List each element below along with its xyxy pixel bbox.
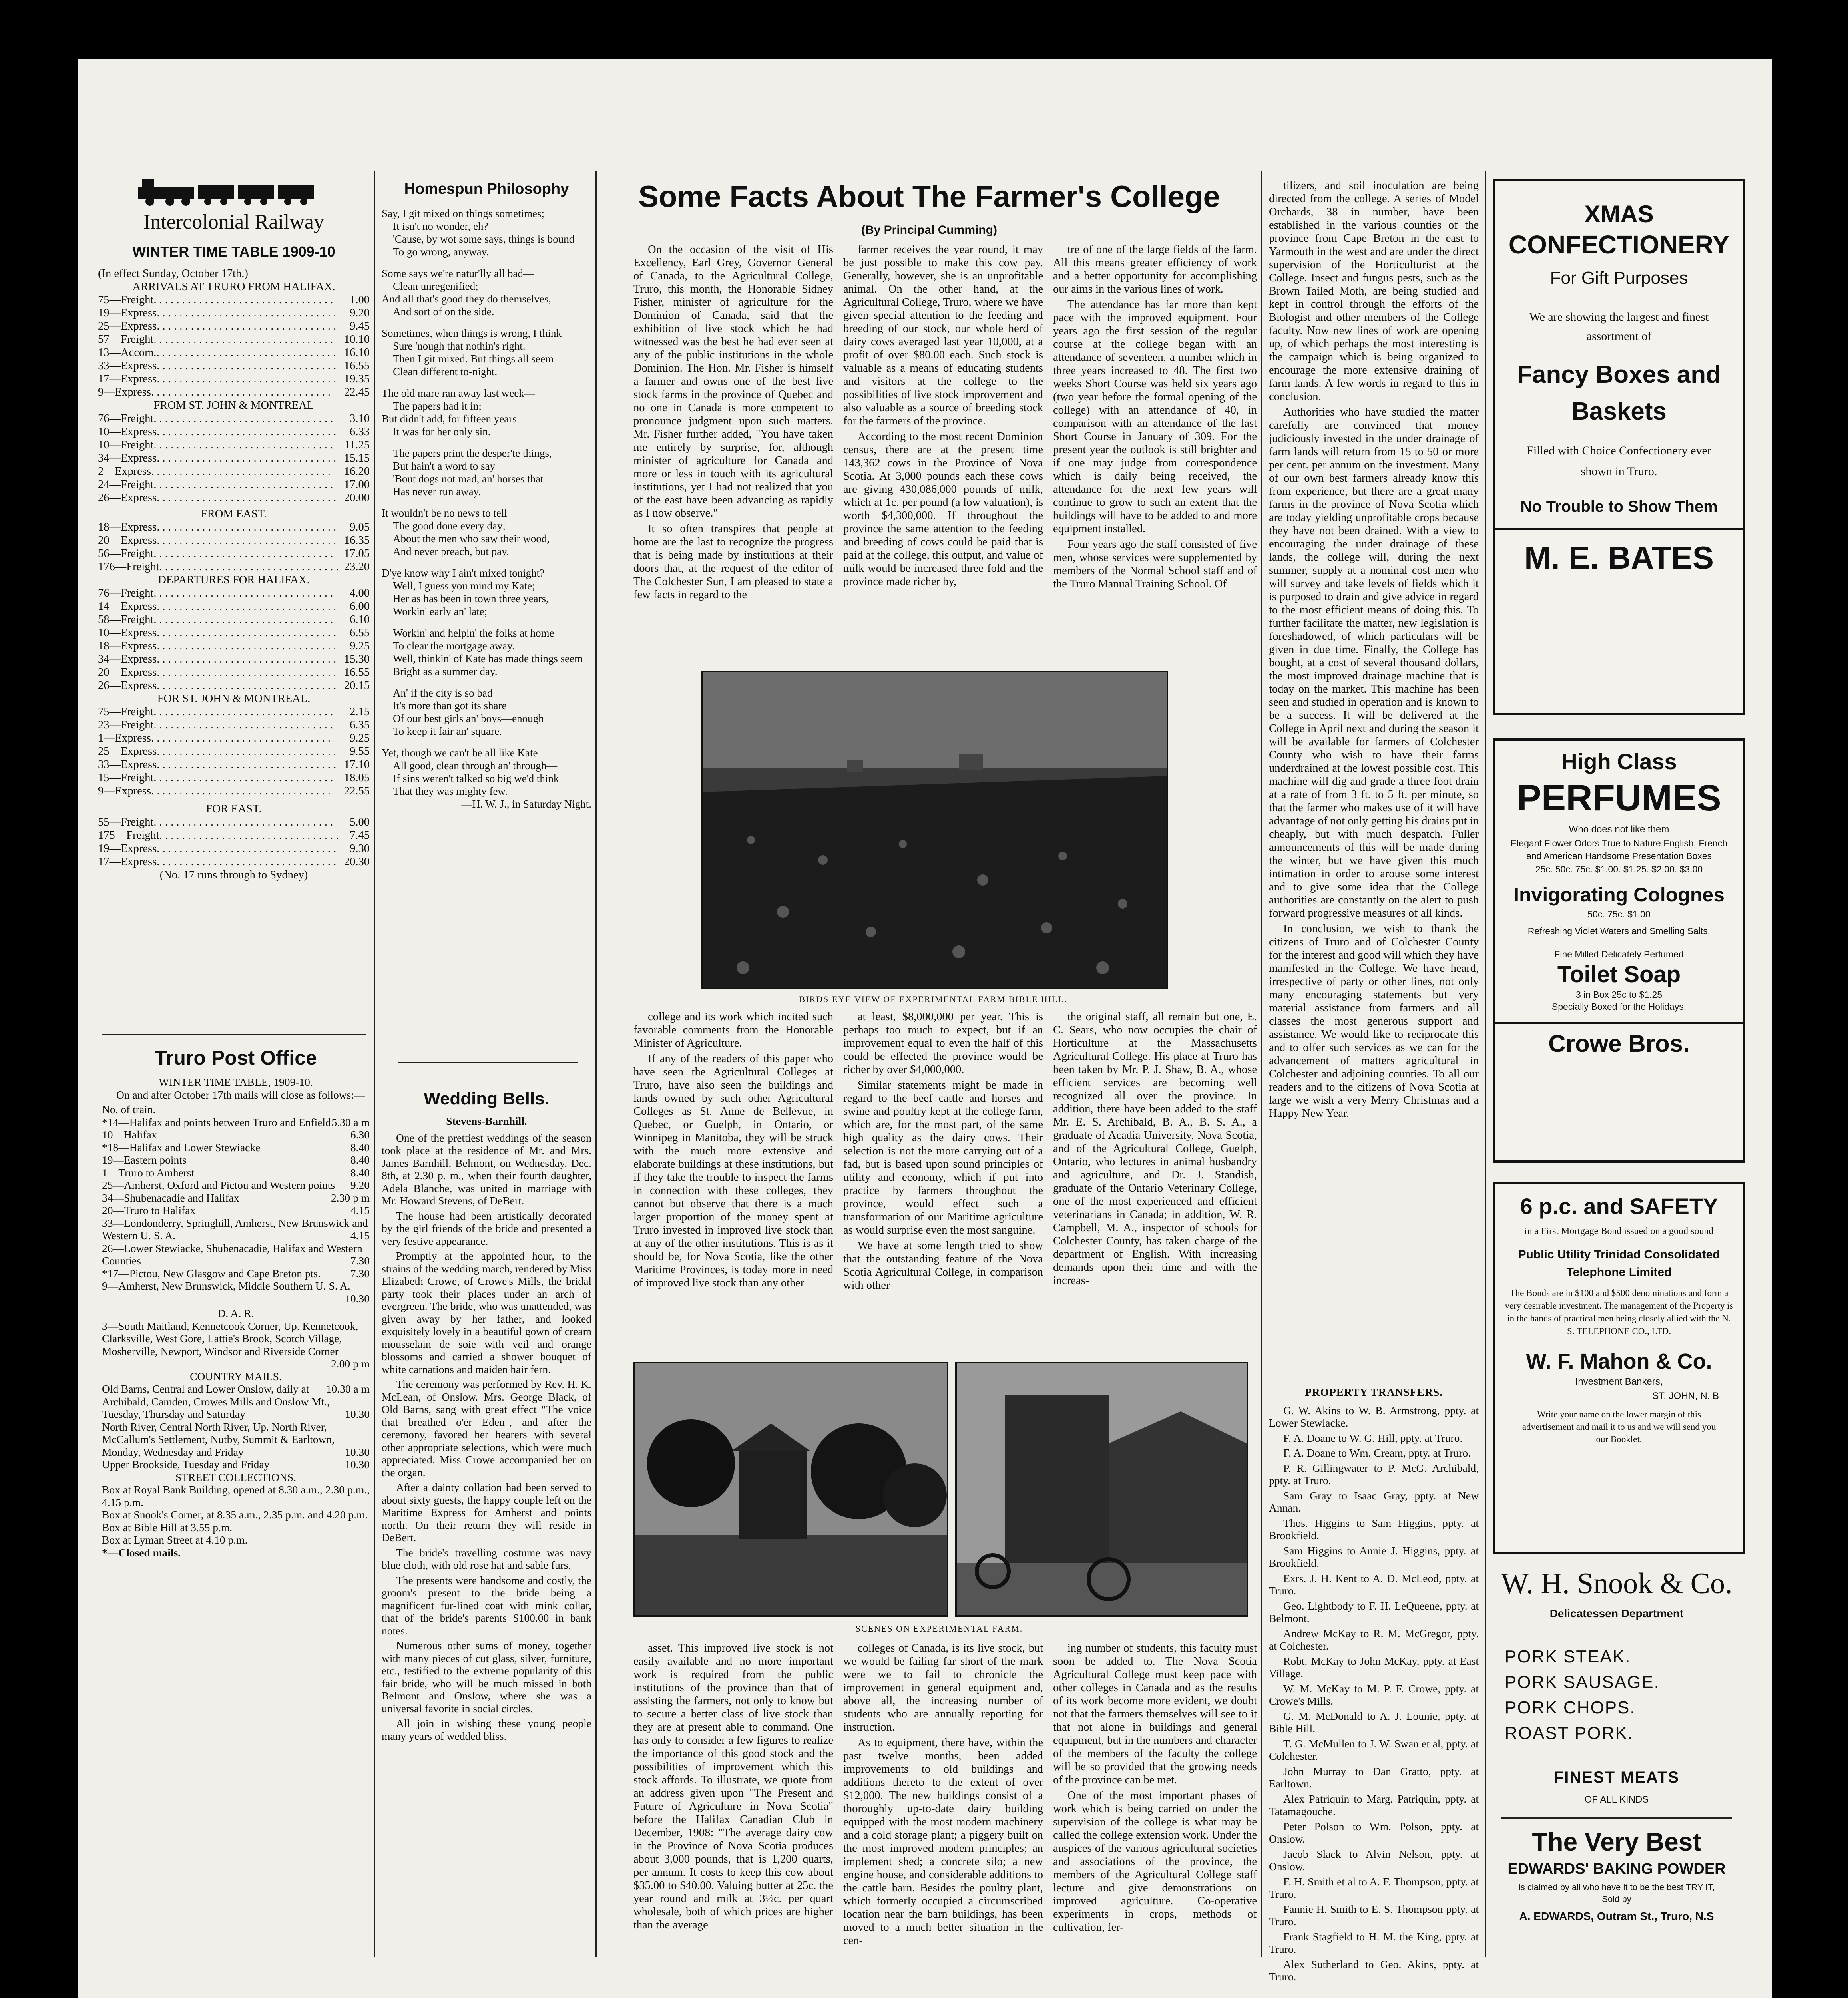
dar-heading: D. A. R. <box>217 1307 254 1319</box>
paragraph: Authorities who have studied the matter carefully are convinced that money judiciously invested in the under drainage of farm lands will return from 15 to 50 or more per cent. per annum on the investment. Many of our own best farmers already know this from experience, but there are a great many farms in the province of Nova Scotia which are today yielding unprofitable crops because they have not been drained. With a view to encouraging the under drainage of these lands, the college will, during the next summer, supply at a nominal cost men who will survey and take levels of fields which it is purposed to drain and give advice in regard to the most efficient means of doing this. To further facilitate the matter, new legislation is foreshadowed, of which particulars will be given in due time. Finally, the College has bought, at a cost of several thousand dollars, the most improved drainage machine that is today on the market. This machine has been seen and studied in operation and is known to be a success. It will be delivered at the College in April next and during the season it will be available for farmers of Colchester County who wish to have their farms underdrained at the lowest possible cost. This machine will dig and grade a three foot drain at a rate of from 3 ft. to 5 ft. per minute, so that the farmer who makes use of it will have advantage of not only getting his drains put in cheaply, but with much despatch. Fuller announcements of this will be made during the winter, but we have given this much intimation in order to arouse some interest and to give some idea that the College authorities are constantly on the alert to push forward progressive measures of all kinds. <box>1269 406 1479 919</box>
post-timetable: WINTER TIME TABLE, 1909-10. <box>159 1076 313 1088</box>
college-col-1 <box>633 243 833 710</box>
paragraph: On the occasion of the visit of His Excellency, Earl Grey, Governor General of Canada, to the Agricultural College, Truro, this month, the Honorable Sidney Fisher, minister of agriculture for the Dominion of Canada, said that the exhibition of live stock which he had witnessed was the best he had ever seen at any of the public institutions in the whole Dominion. The Hon. Mr. Fisher is himself a farmer and owns one of the best live stock farms in the province of Quebec and no one in Canada is more competent to pronounce judgment upon such matters. Mr. Fisher further added, "You have taken me entirely by surprise, for, although minister of agriculture for Canada and more or less in touch with its agricultural institutions, yet I had not realized that you of the east have been advancing as rapidly as I now observe." <box>633 243 833 519</box>
poem-line: Some says we're natur'lly all bad— <box>382 267 534 279</box>
college-mid-col-1 <box>633 1010 833 1386</box>
poem-line: To clear the mortgage away. <box>393 640 515 652</box>
timetable-row: 15—Freight . . . . . . . . . . . . . . . . . . . . . . . . . . . . . . . . 18.05 <box>98 772 370 784</box>
paragraph: According to the most recent Dominion census, there are at the present time 143,362 cows in the Province of Nova Scotia. At 3,000 pounds each these cows are giving 430,086,000 pounds of milk, which at 1c. per pound (a low valuation), is worth $4,300,000. If throughout the province the same attention to the feeding and breeding of cows could be paid that is paid at the college, this output, and value of milk would be increased three fold and the province made richer by, <box>843 430 1043 588</box>
mail-row: Old Barns, Central and Lower Onslow, daily at 10.30 a m <box>102 1383 370 1395</box>
railway-title: Intercolonial Railway <box>143 211 324 233</box>
timetable-row: 17—Express . . . . . . . . . . . . . . . . . . . . . . . . . . . . . . . . 19.35 <box>98 373 370 385</box>
poem-line <box>382 258 591 267</box>
poem-line: To keep it fair an' square. <box>393 725 502 737</box>
paragraph: Sam Gray to Isaac Gray, ppty. at New Annan. <box>1269 1489 1479 1514</box>
wedding-section <box>382 1082 591 1961</box>
college-right-col <box>1269 179 1479 1378</box>
poem-line <box>382 678 591 687</box>
paragraph: The house had been artistically decorated by the girl friends of the bride and presented a very festive appearance. <box>382 1209 591 1247</box>
farm-scene-photo-left <box>633 1362 948 1617</box>
poem-line: Clean unregenified; <box>393 280 478 292</box>
paragraph: college and its work which incited such favorable comments from the Honorable Minister of Agriculture. <box>633 1011 833 1049</box>
poem-title: Homespun Philosophy <box>404 181 569 197</box>
perfumes-top: High Class <box>1561 749 1677 774</box>
paragraph: P. R. Gillingwater to P. McG. Archibald, ppty. at Truro. <box>1269 1461 1479 1487</box>
poem-lines <box>382 207 591 810</box>
paragraph: colleges of Canada, is its live stock, but we would be failing far short of the mark were we to fail to chronicle the improvement in general equipment and, above all, the increasing number of students who are annually reporting for instruction. <box>843 1642 1043 1733</box>
timetable-row: 75—Freight . . . . . . . . . . . . . . . . . . . . . . . . . . . . . . . . 2.15 <box>98 706 370 718</box>
safety-l3: The Bonds are in $100 and $500 denominations and form a very desirable investment. The management of the Property is in the hands of practical men being closely allied with the N. S. TELEPHONE CO., LTD. <box>1505 1288 1733 1336</box>
paragraph: The bride's travelling costume was navy blue cloth, with old rose hat and sable furs. <box>382 1546 591 1571</box>
perfumes-ad <box>1493 738 1745 1163</box>
paragraph: One of the most important phases of work which is being carried on under the supervision of the college is what may be called the college extension work. Under the auspices of the various agricultural societies and associations of the province, the members of the Agricultural College staff lecture and give demonstrations on improved agriculture. Co-operative experiments in crops, methods of cultivation, fer- <box>1053 1789 1257 1934</box>
edwards-l1: is claimed by all who have it to be the best TRY IT, Sold by <box>1518 1882 1715 1904</box>
paragraph: If any of the readers of this paper who have seen the Agricultural Colleges at Truro, have also seen the buildings and lands owned by such other Agricultural Colleges as St. Anne de Bellevue, in Quebec, or Guelph, in Ontario, or Winnipeg in Manitoba, they will be struck with the much more extensive and elaborate buildings at these institutions, but if they take the trouble to inspect the farms in connection with these colleges, they cannot but observe that there is a much larger proportion of the money spent at Truro invested in improved live stock than at any of the other institutions. This is as it should be, for Nova Scotia, like the other Maritime Provinces, is today more in need of improved live stock than any other <box>633 1053 833 1289</box>
post-office-title: Truro Post Office <box>155 1047 317 1069</box>
timetable-row: 56—Freight . . . . . . . . . . . . . . . . . . . . . . . . . . . . . . . . 17.05 <box>98 547 370 560</box>
college-byline: (By Principal Cumming) <box>861 223 998 237</box>
column-rule <box>1485 171 1486 1957</box>
mail-row: 33—Londonderry, Springhill, Amherst, New Brunswick and Western U. S. A. 4.15 <box>102 1216 370 1242</box>
safety-l2: Public Utility Trinidad Consolidated Telephone Limited <box>1518 1248 1720 1279</box>
poem-line: —H. W. J., in Saturday Night. <box>461 798 591 810</box>
poem-section <box>382 179 591 1146</box>
poem-line: Then I git mixed. But things all seem <box>393 353 554 365</box>
paragraph: T. G. McMullen to J. W. Swan et al, ppty. at Colchester. <box>1269 1737 1479 1762</box>
list-item: Box at Bible Hill at 3.55 p.m. <box>102 1521 233 1534</box>
poem-line: If sins weren't talked so big we'd think <box>393 772 559 784</box>
poem-line: Has never run away. <box>393 486 481 498</box>
paragraph: The attendance has far more than kept pace with the improved equipment. Four years ago the first session of the regular course at the college began with an attendance of seventeen, a number which in three years increased to 48. The first two weeks Short Course was held six years ago (two year before the formal opening of the college) with an attendance of 40, in comparison with an attendance of the last Short Course in January of 309. For the present year the outlook is still brighter and if one may judge from correspondence which is daily being received, the attendance for the next few years will continue to grow to such an extent that the buildings will have to be added to and more equipment installed. <box>1053 299 1257 535</box>
poem-line <box>382 318 591 327</box>
stjohn-heading: FROM ST. JOHN & MONTREAL <box>153 399 314 412</box>
mail-row: 3—South Maitland, Kennetcook Corner, Up. Kennetcook, Clarksville, West Gore, Lattie's Brook, Scotch Village, Mosherville, Newport, Windsor and Riverside Corner 2.00 p m <box>102 1319 370 1370</box>
paragraph: Andrew McKay to R. M. McGregor, ppty. at Colchester. <box>1269 1627 1479 1652</box>
snook-ad <box>1493 1566 1740 1813</box>
timetable-row: 33—Express . . . . . . . . . . . . . . . . . . . . . . . . . . . . . . . . 16.55 <box>98 360 370 372</box>
poem-line: Say, I git mixed on things sometimes; <box>382 207 544 219</box>
timetable-row: 10—Freight . . . . . . . . . . . . . . . . . . . . . . . . . . . . . . . . 11.25 <box>98 439 370 451</box>
timetable-row: 19—Express . . . . . . . . . . . . . . . . . . . . . . . . . . . . . . . . 9.20 <box>98 307 370 319</box>
newspaper-page <box>78 59 1772 1998</box>
photo2-caption: SCENES ON EXPERIMENTAL FARM. <box>855 1624 1023 1634</box>
mails-list <box>102 1116 370 1305</box>
column-rule <box>595 171 597 1957</box>
mail-row: Upper Brookside, Tuesday and Friday 10.30 <box>102 1458 370 1471</box>
poem-line: Well, I guess you mind my Kate; <box>393 580 535 592</box>
poem-line: Clean different to-night. <box>393 366 498 378</box>
perfumes-prices1: 25c. 50c. 75c. $1.00. $1.25. $2.00. $3.00 <box>1535 864 1703 874</box>
mail-row: 20—Truro to Halifax 4.15 <box>102 1204 370 1216</box>
paragraph: Promptly at the appointed hour, to the strains of the wedding march, rendered by Miss Elizabeth Crowe, of Crowe's Mills, the bridal party took their places under an arch of evergreen. The bride, who was unattended, was given away by her father, and looked exquisitely lovely in a beautiful gown of cream mousselain de soie with veil and orange blossoms and carried a shower bouquet of white carnations and maiden hair fern. <box>382 1250 591 1375</box>
list-item: Box at Royal Bank Building, opened at 8.30 a.m., 2.30 p.m., 4.15 p.m. <box>102 1483 370 1508</box>
timetable-row: 34—Express . . . . . . . . . . . . . . . . . . . . . . . . . . . . . . . . 15.15 <box>98 452 370 464</box>
xmas-text2: Filled with Choice Confectionery ever shown in Truro. <box>1527 444 1711 478</box>
poem-line <box>382 378 591 387</box>
wedding-title: Wedding Bells. <box>424 1089 550 1108</box>
departures-list <box>98 587 370 692</box>
mail-row: 9—Amherst, New Brunswick, Middle Southern U. S. A. 10.30 <box>102 1280 370 1305</box>
transfers-section <box>1269 1386 1479 1983</box>
divider <box>1501 1817 1732 1819</box>
college-mid-col-3 <box>1053 1010 1257 1386</box>
paragraph: Fannie H. Smith to E. S. Thompson ppty. at Truro. <box>1269 1902 1479 1928</box>
college-mid-col-2 <box>843 1010 1043 1386</box>
mail-row: 26—Lower Stewiacke, Shubenacadie, Halifax and Western Counties 7.30 <box>102 1242 370 1267</box>
list-item: Box at Lyman Street at 4.10 p.m. <box>102 1534 248 1546</box>
paragraph: Numerous other sums of money, together with many pieces of cut glass, silver, furniture, etc., testified to the extreme popularity of this fair bride, who will be much missed in both Belmont and Onslow, where she was a universal favorite in social circles. <box>382 1639 591 1715</box>
timetable-row: 176—Freight . . . . . . . . . . . . . . . . . . . . . . . . . . . . . . . . 23.20 <box>98 561 370 573</box>
snook-dept: Delicatessen Department <box>1549 1607 1684 1620</box>
xmas-ad <box>1493 179 1745 715</box>
timetable-row: 17—Express . . . . . . . . . . . . . . . . . . . . . . . . . . . . . . . . 20.30 <box>98 856 370 868</box>
timetable-row: 26—Express . . . . . . . . . . . . . . . . . . . . . . . . . . . . . . . . 20.15 <box>98 679 370 692</box>
paragraph: As to equipment, there have, within the past twelve months, been added improvements to old buildings and additions thereto to the extent of over $12,000. The new buildings consist of a thoroughly up-to-date dairy building equipped with the most modern machinery and a cold storage plant; a piggery built on the most improved modern principles; an implement shed; a concrete silo; a new engine house, and considerable additions to the cattle barn. Besides the poultry plant, which formerly occupied a circumscribed location near the barn buildings, has been moved to a much better situation in the cen- <box>843 1737 1043 1947</box>
for-east-heading: FOR EAST. <box>206 803 262 815</box>
xmas-big: Fancy Boxes and Baskets <box>1517 361 1721 425</box>
list-item: PORK CHOPS. <box>1505 1698 1636 1717</box>
college-bot-col-3 <box>1053 1642 1257 1961</box>
paragraph: Thos. Higgins to Sam Higgins, ppty. at Brookfield. <box>1269 1516 1479 1542</box>
paragraph: John Murray to Dan Gratto, ppty. at Earltown. <box>1269 1765 1479 1790</box>
mail-row: 25—Amherst, Oxford and Pictou and Western points 9.20 <box>102 1179 370 1191</box>
college-col-3 <box>1053 243 1257 710</box>
paragraph: Frank Stagfield to H. M. the King, ppty. at Truro. <box>1269 1930 1479 1955</box>
timetable-row: 33—Express . . . . . . . . . . . . . . . . . . . . . . . . . . . . . . . . 17.10 <box>98 758 370 771</box>
timetable-row: 1—Express . . . . . . . . . . . . . . . . . . . . . . . . . . . . . . . . 9.25 <box>98 732 370 744</box>
mail-row: *14—Halifax and points between Truro and Enfield 5.30 a m <box>102 1116 370 1128</box>
perfumes-big: PERFUMES <box>1517 778 1721 818</box>
timetable-row: 76—Freight . . . . . . . . . . . . . . . . . . . . . . . . . . . . . . . . 4.00 <box>98 587 370 599</box>
safety-l1: in a First Mortgage Bond issued on a good sound <box>1524 1226 1714 1236</box>
paragraph: Geo. Lightbody to F. H. LeQueene, ppty. at Belmont. <box>1269 1599 1479 1624</box>
poem-line: Workin' and helpin' the folks at home <box>393 627 554 639</box>
mail-row: 34—Shubenacadie and Halifax 2.30 p m <box>102 1191 370 1204</box>
poem-line: Sometimes, when things is wrong, I think <box>382 327 562 339</box>
poem-line: The old mare ran away last week— <box>382 387 535 399</box>
paragraph: Peter Polson to Wm. Polson, ppty. at Onslow. <box>1269 1820 1479 1845</box>
poem-line: Well, thinkin' of Kate has made things seem <box>393 653 583 665</box>
timetable-row: 9—Express . . . . . . . . . . . . . . . . . . . . . . . . . . . . . . . . 22.55 <box>98 785 370 797</box>
xmas-title2: CONFECTIONERY <box>1508 230 1730 259</box>
paragraph: One of the prettiest weddings of the season took place at the residence of Mr. and Mrs. James Barnhill, Belmont, on Wednesday, Dec. 8th, at 2.30 p. m., when their fourth daughter, Adela Blanche, was united in marriage with Mr. Howard Stevens, of DeBert. <box>382 1131 591 1207</box>
railway-note: (No. 17 runs through to Sydney) <box>159 869 308 881</box>
paragraph: ing number of students, this faculty must soon be added to. The Nova Scotia Agricultural College must keep pace with other colleges in Canada and as the results of its work become more evident, we doubt not that the farmers themselves will see to it that not alone in buildings and general equipment, but in the numbers and character of the members of the faculty the college will be so provided that the growing needs of the province can be met. <box>1053 1642 1257 1786</box>
post-no-train: No. of train. <box>102 1103 156 1116</box>
paragraph: In conclusion, we wish to thank the citizens of Truro and of Colchester County for the interest and good will which they have manifested in the College. We have heard, irrespective of party or other lines, not only many encouraging statements but very material assistance from farmers and all classes the most generous support and assistance. We would like to reciprocate this and to offer such services as we can for the advancement of matters agricultural in Colchester and adjoining counties. To all our readers and to the citizens of Nova Scotia at large we wish a very Merry Christmas and a Happy New Year. <box>1269 923 1479 1120</box>
paragraph: Sam Higgins to Annie J. Higgins, ppty. at Brookfield. <box>1269 1544 1479 1569</box>
poem-line: D'ye know why I ain't mixed tonight? <box>382 567 545 579</box>
poem-line: But didn't add, for fifteen years <box>382 413 517 425</box>
transfers-title: PROPERTY TRANSFERS. <box>1304 1386 1443 1398</box>
poem-line: Her as has been in town three years, <box>393 593 549 605</box>
mail-row: Archibald, Camden, Crowes Mills and Onslow Mt., Tuesday, Thursday and Saturday 10.30 <box>102 1395 370 1420</box>
snook-name: W. H. Snook & Co. <box>1501 1567 1732 1600</box>
timetable-row: 34—Express . . . . . . . . . . . . . . . . . . . . . . . . . . . . . . . . 15.30 <box>98 653 370 665</box>
farm-birds-eye-photo <box>701 671 1168 989</box>
timetable-row: 18—Express . . . . . . . . . . . . . . . . . . . . . . . . . . . . . . . . 9.25 <box>98 640 370 652</box>
xmas-trouble: No Trouble to Show Them <box>1520 498 1718 515</box>
poem-line: And all that's good they do themselves, <box>382 293 552 305</box>
paragraph: Four years ago the staff consisted of five men, whose services were supplemented by members of the Normal School staff and of the Truro Manual Training School. Of <box>1053 538 1257 590</box>
poem-line: To go wrong, anyway. <box>393 246 489 258</box>
mail-row: 19—Eastern points 8.40 <box>102 1154 370 1166</box>
poem-line <box>382 558 591 567</box>
for-stjohn-list <box>98 705 370 798</box>
timetable-row: 13—Accom. . . . . . . . . . . . . . . . . . . . . . . . . . . . . . . . . 16.10 <box>98 346 370 359</box>
perfumes-l5: 3 in Box 25c to $1.25 <box>1575 989 1663 1000</box>
railway-section <box>98 175 370 1046</box>
safety-title: 6 p.c. and SAFETY <box>1520 1194 1718 1219</box>
farm-scene-photo-right <box>955 1362 1248 1617</box>
edwards-title: The Very Best <box>1532 1827 1701 1856</box>
college-col-2 <box>843 243 1043 710</box>
country-list <box>102 1383 370 1471</box>
poem-line: It wouldn't be no news to tell <box>382 507 507 519</box>
east-heading: FROM EAST. <box>201 508 267 520</box>
paragraph: Robt. McKay to John McKay, ppty. at East Village. <box>1269 1654 1479 1680</box>
snook-items <box>1493 1644 1740 1746</box>
arrivals-list <box>98 293 370 399</box>
poem-line: Yet, though we can't be all like Kate— <box>382 747 549 759</box>
poem-line: Bright as a summer day. <box>393 665 498 677</box>
post-office-section <box>102 1042 370 1961</box>
poem-line: And sort of on the side. <box>393 306 494 318</box>
country-heading: COUNTRY MAILS. <box>190 1370 282 1383</box>
poem-line: An' if the city is so bad <box>393 687 493 699</box>
paragraph: tilizers, and soil inoculation are being directed from the college. A series of Model Orchards, 38 in number, have been established in the various counties of the province from Cape Breton in the east to Yarmouth in the west and are under the direct supervision of the Horticulturist at the College. Insect and fungus pests, such as the Brown Tailed Moth, are being studied and kept in control through the efforts of the Biologist and other members of the College faculty. Now new lines of work are opening up, of which perhaps the most interesting is the campaign which is being organized to encourage the more extensive draining of farm lands. A few words in regard to this in conclusion. <box>1269 179 1479 403</box>
timetable-row: 9—Express . . . . . . . . . . . . . . . . . . . . . . . . . . . . . . . . 22.45 <box>98 386 370 398</box>
timetable-row: 18—Express . . . . . . . . . . . . . . . . . . . . . . . . . . . . . . . . 9.05 <box>98 521 370 533</box>
poem-line <box>382 618 591 627</box>
safety-l4: Investment Bankers, <box>1575 1376 1663 1387</box>
timetable-row: 2—Express . . . . . . . . . . . . . . . . . . . . . . . . . . . . . . . . 16.20 <box>98 465 370 478</box>
poem-line: About the men who saw their wood, <box>393 533 550 545</box>
paragraph: F. A. Doane to Wm. Cream, ppty. at Truro. <box>1283 1447 1471 1459</box>
timetable-row: 20—Express . . . . . . . . . . . . . . . . . . . . . . . . . . . . . . . . 16.35 <box>98 534 370 547</box>
poem-line <box>382 738 591 746</box>
poem-line: It was for her only sin. <box>393 426 491 438</box>
college-bot-col-1 <box>633 1642 833 1961</box>
poem-line: It isn't no wonder, eh? <box>393 220 488 232</box>
timetable-row: 10—Express . . . . . . . . . . . . . . . . . . . . . . . . . . . . . . . . 6.55 <box>98 627 370 639</box>
timetable-row: 23—Freight . . . . . . . . . . . . . . . . . . . . . . . . . . . . . . . . 6.35 <box>98 719 370 731</box>
perfumes-prices2: 50c. 75c. $1.00 <box>1587 909 1651 919</box>
poem-line: Of our best girls an' boys—enough <box>393 712 544 724</box>
list-item: PORK STEAK. <box>1505 1647 1631 1666</box>
snook-kinds: OF ALL KINDS <box>1584 1794 1649 1805</box>
dar-list <box>102 1320 370 1370</box>
safety-name: W. F. Mahon & Co. <box>1526 1349 1712 1373</box>
timetable-row: 58—Freight . . . . . . . . . . . . . . . . . . . . . . . . . . . . . . . . 6.10 <box>98 613 370 626</box>
timetable-row: 14—Express . . . . . . . . . . . . . . . . . . . . . . . . . . . . . . . . 6.00 <box>98 600 370 613</box>
mail-row: 10—Halifax 6.30 <box>102 1128 370 1141</box>
poem-line <box>382 438 591 447</box>
safety-l5: ST. JOHN, N. B <box>1652 1391 1719 1401</box>
wedding-body <box>382 1132 591 1743</box>
xmas-sub: For Gift Purposes <box>1550 268 1688 288</box>
poem-line: All good, clean through an' through— <box>393 760 558 772</box>
edwards-name: A. EDWARDS, Outram St., Truro, N.S <box>1519 1910 1714 1922</box>
paragraph: Similar statements might be made in regard to the beef cattle and horses and swine and poultry kept at the college farm, which are, for the most part, of the same high quality as the dairy cows. Their selection is not the more carrying out of a fad, but is based upon sound principles of utility and economy, which if put into practice by farmers throughout the province, would effect such a transformation of our Maritime agriculture as would surprise even the most sanguine. <box>843 1079 1043 1236</box>
xmas-title: XMAS <box>1584 201 1654 227</box>
poem-line: It's more than got its share <box>393 700 507 712</box>
divider <box>102 1034 366 1035</box>
timetable-row: 19—Express . . . . . . . . . . . . . . . . . . . . . . . . . . . . . . . . 9.30 <box>98 842 370 855</box>
timetable-title: WINTER TIME TABLE 1909-10 <box>132 243 335 260</box>
paragraph: G. M. McDonald to A. J. Lounie, ppty. at Bible Hill. <box>1269 1709 1479 1735</box>
poem-line: But hain't a word to say <box>393 460 496 472</box>
mail-row: North River, Central North River, Up. North River, McCallum's Settlement, Nutby, Summit & Earltown, Monday, Wednesday and Friday 10.30 <box>102 1420 370 1458</box>
paragraph: F. H. Smith et al to A. F. Thompson, ppty. at Truro. <box>1269 1875 1479 1900</box>
paragraph: All join in wishing these young people many years of wedded bliss. <box>382 1717 591 1742</box>
paragraph: at least, $8,000,000 per year. This is perhaps too much to expect, but if an improvement equal to even the half of this could be effected the province would be richer by over $4,000,000. <box>843 1011 1043 1076</box>
paragraph: Exrs. J. H. Kent to A. D. McLeod, ppty. at Truro. <box>1269 1572 1479 1597</box>
street-heading: STREET COLLECTIONS. <box>175 1471 296 1483</box>
poem-line: And never preach, but pay. <box>393 545 509 557</box>
paragraph: the original staff, all remain but one, E. C. Sears, who now occupies the chair of Horticulture at the Massachusetts Agricultural College. His place at Truro has been taken by Mr. P. J. Shaw, B. A., whose efficient services are becoming well recognized all over the province. In addition, there have been added to the staff Mr. E. S. Archibald, B. A., B. S. A., a graduate of Acadia University, Nova Scotia, and of the Agricultural College, Guelph, Ontario, who lectures in animal husbandry and agriculture, and Dr. J. Standish, graduate of the Ontario Veterinary College, one of the most experienced and efficient veterinarians in Canada; in addition, W. R. Campbell, M. A., inspector of schools for Colchester County, has taken charge of the department of English. With increasing demands upon their time and with the increas- <box>1053 1011 1257 1287</box>
paragraph: Alex Patriquin to Marg. Patriquin, ppty. at Tatamagouche. <box>1269 1792 1479 1817</box>
snook-finest: FINEST MEATS <box>1553 1769 1680 1786</box>
column-rule <box>374 171 375 1957</box>
for-east-list <box>98 816 370 868</box>
poem-line <box>382 498 591 507</box>
paragraph: Jacob Slack to Alvin Nelson, ppty. at Onslow. <box>1269 1847 1479 1873</box>
paragraph: We have at some length tried to show that the outstanding feature of the Nova Scotia Agricultural College, in comparison with other <box>843 1240 1043 1292</box>
paragraph: The presents were handsome and costly, the groom's present to the bride being a magnificent fur-lined coat with mink collar, that of the bride's parents $100.00 in bank notes. <box>382 1574 591 1637</box>
perfumes-l6: Specially Boxed for the Holidays. <box>1551 1001 1687 1012</box>
mail-row: 1—Truro to Amherst 8.40 <box>102 1166 370 1179</box>
list-item: PORK SAUSAGE. <box>1505 1672 1660 1692</box>
timetable-row: 75—Freight . . . . . . . . . . . . . . . . . . . . . . . . . . . . . . . . 1.00 <box>98 294 370 306</box>
college-title: Some Facts About The Farmer's College <box>638 180 1220 214</box>
timetable-row: 57—Freight . . . . . . . . . . . . . . . . . . . . . . . . . . . . . . . . 10.10 <box>98 333 370 346</box>
east-list <box>98 521 370 573</box>
departures-heading: DEPARTURES FOR HALIFAX. <box>158 574 310 586</box>
paragraph: After a dainty collation had been served to about sixty guests, the happy couple left on the Maritime Express for Amherst and points north. On their return they will reside in DeBert. <box>382 1481 591 1544</box>
mail-row: *17—Pictou, New Glasgow and Cape Breton pts. 7.30 <box>102 1267 370 1280</box>
perfumes-l2: Elegant Flower Odors True to Nature English, French and American Handsome Presentation Boxes <box>1510 838 1728 861</box>
mail-row: *18—Halifax and Lower Stewiacke 8.40 <box>102 1141 370 1154</box>
timetable-row: 24—Freight . . . . . . . . . . . . . . . . . . . . . . . . . . . . . . . . 17.00 <box>98 478 370 491</box>
edwards-product: EDWARDS' BAKING POWDER <box>1507 1861 1726 1877</box>
perfumes-soap: Toilet Soap <box>1557 961 1681 987</box>
paragraph: tre of one of the large fields of the farm. All this means greater efficiency of work and a better opportunity for accomplishing our aims in the various lines of work. <box>1053 243 1257 295</box>
column-rule <box>1261 171 1262 1957</box>
paragraph: G. W. Akins to W. B. Armstrong, ppty. at Lower Stewiacke. <box>1269 1404 1479 1429</box>
poem-line: The papers had it in; <box>393 400 482 412</box>
timetable-row: 55—Freight . . . . . . . . . . . . . . . . . . . . . . . . . . . . . . . . 5.00 <box>98 816 370 828</box>
timetable-row: 26—Express . . . . . . . . . . . . . . . . . . . . . . . . . . . . . . . . 20.00 <box>98 492 370 504</box>
timetable-row: 20—Express . . . . . . . . . . . . . . . . . . . . . . . . . . . . . . . . 16.55 <box>98 666 370 679</box>
paragraph: farmer receives the year round, it may be just possible to make this cow pay. Generally, however, she is an unprofitable animal. On the other hand, at the Agricultural College, Truro, where we have given special attention to the feeding and breeding of our stock, our whole herd of dairy cows averaged last year 10,000, at a profit of over $80.00 each. Such stock is valuable as a means of educating students and visitors at the college to the possibilities of live stock improvement and also valuable as a source of breeding stock for the farmers of the province. <box>843 243 1043 427</box>
post-intro: On and after October 17th mails will close as follows:— <box>116 1088 365 1101</box>
perfumes-l3: Refreshing Violet Waters and Smelling Salts. <box>1527 926 1711 936</box>
transfers-list <box>1269 1404 1479 1983</box>
paragraph: Alex Sutherland to Geo. Akins, ppty. at Truro. <box>1269 1958 1479 1983</box>
timetable-row: 10—Express . . . . . . . . . . . . . . . . . . . . . . . . . . . . . . . . 6.33 <box>98 426 370 438</box>
poem-line: 'Cause, by wot some says, things is bound <box>393 233 575 245</box>
paragraph: The ceremony was performed by Rev. H. K. McLean, of Onslow. Mrs. George Black, of Old Barns, sang with great effect "The voice that breathed o'er Eden", and after the ceremony, favored her hearers with several other appropriate selections, which were much appreciated. Miss Crowe accompanied her on the organ. <box>382 1378 591 1479</box>
poem-line: Sure 'nough that nothin's right. <box>393 340 526 352</box>
paragraph: W. M. McKay to M. P. F. Crowe, ppty. at Crowe's Mills. <box>1269 1682 1479 1707</box>
safety-ad <box>1493 1182 1745 1554</box>
perfumes-l1: Who does not like them <box>1569 824 1669 835</box>
poem-line: The good done every day; <box>393 520 506 532</box>
college-bot-col-2 <box>843 1642 1043 1961</box>
xmas-text: We are showing the largest and finest assortment of <box>1529 310 1709 343</box>
train-logo-icon <box>98 175 370 207</box>
poem-line: That they was mighty few. <box>393 785 508 797</box>
photo1-caption: BIRDS EYE VIEW OF EXPERIMENTAL FARM BIBLE HILL. <box>799 994 1067 1004</box>
paragraph: F. A. Doane to W. G. Hill, ppty. at Truro. <box>1283 1431 1463 1444</box>
timetable-row: 76—Freight . . . . . . . . . . . . . . . . . . . . . . . . . . . . . . . . 3.10 <box>98 412 370 425</box>
xmas-name: M. E. BATES <box>1524 540 1714 575</box>
paragraph: asset. This improved live stock is not easily available and no more important work is required from the public institutions of the province than that of assisting the farmers, not only to know but to secure a better class of live stock than they are at present able to command. One has only to consider a few figures to realize the importance of this good stock and the possibilities of improvement which this stock affords. To illustrate, we quote from an address given upon "The Present and Future of Agriculture in Nova Scotia" before the Halifax Canadian Club in December, 1908: "The average dairy cow in the Province of Nova Scotia produces about 3,000 pounds, that is 1,200 quarts, per annum. It costs to keep this cow about $35.00 to $40.00. Valuing butter at 25c. the year round and milk at 3½c. per quart wholesale, both of which prices are higher than the average <box>633 1642 833 1931</box>
poem-line: Workin' early an' late; <box>393 605 488 617</box>
timetable-row: 25—Express . . . . . . . . . . . . . . . . . . . . . . . . . . . . . . . . 9.55 <box>98 745 370 758</box>
wedding-subtitle: Stevens-Barnhill. <box>446 1115 527 1127</box>
list-item: ROAST PORK. <box>1505 1723 1633 1743</box>
divider <box>398 1062 578 1063</box>
street-list <box>102 1483 370 1546</box>
timetable-effect: (In effect Sunday, October 17th.) <box>98 267 248 280</box>
paragraph: It so often transpires that people at home are the last to recognize the progress that is being made by institutions at their doors that, at the request of the editor of The Colchester Sun, I am pleased to state a few facts in regard to the <box>633 523 833 601</box>
stjohn-list <box>98 412 370 504</box>
timetable-row: 25—Express . . . . . . . . . . . . . . . . . . . . . . . . . . . . . . . . 9.45 <box>98 320 370 332</box>
poem-line: 'Bout dogs not mad, an' horses that <box>393 473 544 485</box>
perfumes-l4: Fine Milled Delicately Perfumed <box>1554 949 1684 959</box>
closed-mails: *—Closed mails. <box>102 1546 181 1559</box>
arrivals-heading: ARRIVALS AT TRURO FROM HALIFAX. <box>132 281 335 293</box>
perfumes-colognes: Invigorating Colognes <box>1513 884 1725 906</box>
safety-l6: Write your name on the lower margin of this advertisement and mail it to us and we will send you our Booklet. <box>1522 1409 1716 1444</box>
timetable-row: 175—Freight . . . . . . . . . . . . . . . . . . . . . . . . . . . . . . . . 7.45 <box>98 829 370 842</box>
poem-line: The papers print the desper'te things, <box>393 447 552 459</box>
edwards-ad <box>1493 1825 1740 1961</box>
for-stjohn-heading: FOR ST. JOHN & MONTREAL. <box>157 693 311 705</box>
perfumes-name: Crowe Bros. <box>1548 1030 1690 1057</box>
list-item: Box at Snook's Corner, at 8.35 a.m., 2.35 p.m. and 4.20 p.m. <box>102 1508 368 1521</box>
